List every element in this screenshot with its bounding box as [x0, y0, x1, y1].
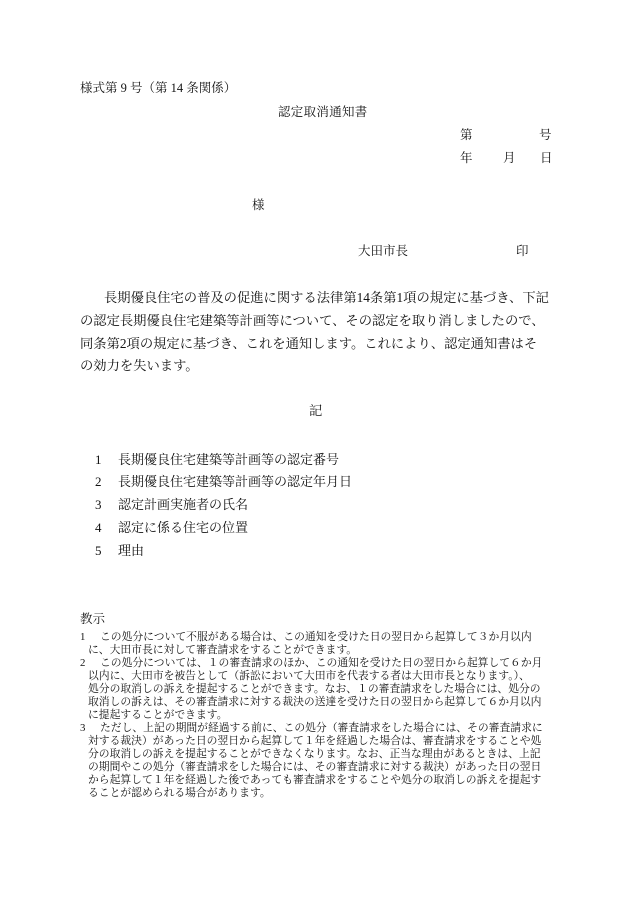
item-number: 5: [95, 543, 102, 558]
item-text: 認定に係る住宅の位置: [118, 520, 249, 535]
note-line: ただし、上記の期間が経過する前に、この処分（審査請求をした場合には、その審査請求に: [100, 722, 543, 734]
body-line: の効力を失います。: [80, 358, 199, 373]
item-text: 理由: [118, 543, 145, 558]
item-text: 長期優良住宅建築等計画等の認定番号: [118, 452, 340, 467]
note-number: 3: [80, 722, 86, 734]
date-month: 月: [503, 151, 516, 165]
form-label: 様式第 9 号（第 14 条関係）: [80, 81, 237, 95]
note-line: この処分については、１の審査請求のほか、この通知を受けた日の翌日から起算して６か月: [100, 657, 543, 669]
item-number: 4: [95, 520, 102, 535]
note-line: 分の取消しの訴えを提起することができなくなります。なお、正当な理由があるときは、上記: [88, 748, 541, 760]
item-text: 長期優良住宅建築等計画等の認定年月日: [118, 474, 353, 489]
document-title: 認定取消通知書: [278, 105, 368, 119]
instruction-heading: 教示: [80, 612, 106, 626]
number-prefix: 第: [460, 128, 473, 142]
note-line: 処分の取消しの訴えを提起することができます。なお、１の審査請求をした場合には、処分の: [88, 683, 541, 695]
note-line: 対する裁決）があった日の翌日から起算して１年を経過した場合は、審査請求をすることや処: [88, 735, 542, 747]
item-text: 認定計画実施者の氏名: [118, 497, 249, 512]
note-line: ることが認められる場合があります。: [88, 787, 271, 799]
note-line: に、大田市長に対して審査請求をすることができます。: [88, 644, 358, 656]
note-number: 2: [80, 657, 86, 669]
item-number: 1: [95, 452, 102, 467]
date-day: 日: [540, 151, 553, 165]
body-line: 長期優良住宅の普及の促進に関する法律第14条第1項の規定に基づき、下記: [104, 290, 549, 305]
note-line: に提起することができます。: [88, 709, 228, 721]
item-number: 3: [95, 497, 102, 512]
date-year: 年: [460, 151, 473, 165]
sender-name: 大田市長: [358, 244, 409, 258]
body-line: 同条第2項の規定に基づき、これを通知します。これにより、認定通知書はそ: [80, 336, 538, 351]
note-number: 1: [80, 631, 86, 643]
note-line: この処分について不服がある場合は、この通知を受けた日の翌日から起算して３か月以内: [100, 631, 532, 643]
note-line: 取消しの訴えは、その審査請求に対する裁決の送達を受けた日の翌日から起算して６か月以内: [88, 696, 542, 708]
note-line: の期間やこの処分（審査請求をした場合には、その審査請求に対する裁決）があった日の翌日: [88, 761, 542, 773]
addressee-honorific: 様: [252, 198, 265, 212]
note-line: から起算して１年を経過した後であっても審査請求をすることや処分の取消しの訴えを提起す: [88, 774, 542, 786]
note-line: 以内に、大田市を被告として（訴訟において大田市を代表する者は大田市長となります。）、: [88, 670, 530, 682]
ki-heading: 記: [309, 403, 323, 418]
item-number: 2: [95, 474, 102, 489]
number-suffix: 号: [539, 128, 552, 142]
seal-mark: 印: [516, 244, 529, 258]
body-line: の認定長期優良住宅建築等計画等について、その認定を取り消しましたので、: [80, 313, 545, 328]
